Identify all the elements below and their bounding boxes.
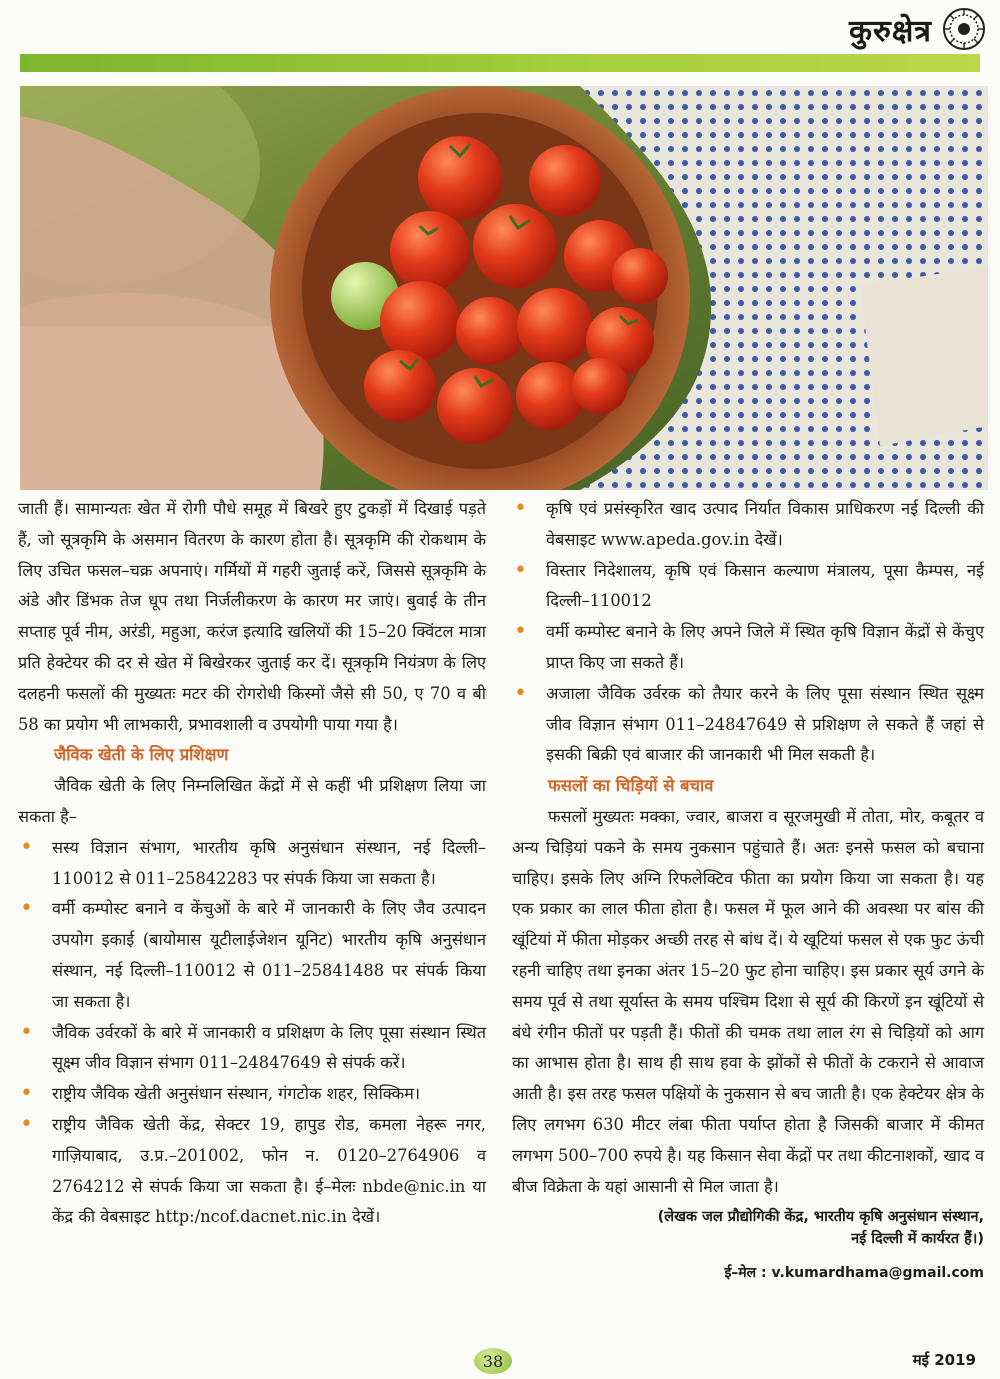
tomato-bowl-photo xyxy=(20,86,988,490)
list-item: • विस्तार निदेशालय, कृषि एवं किसान कल्याण मंत्रालय, पूसा कैम्पस, नई दिल्ली–110012 xyxy=(512,556,984,618)
list-item: • राष्ट्रीय जैविक खेती अनुसंधान संस्थान, गंगटोक शहर, सिक्किम। xyxy=(18,1079,486,1110)
right-paragraph-1: फसलों मुख्यतः मक्का, ज्वार, बाजरा व सूरजमुखी में तोता, मोर, कबूतर व अन्य चिड़ियां पकने के समय नुकसान पहुंचाते हैं। अतः इनसे फसल को बचाना चाहिए। इसके लिए अग्नि रिफलेक्टिव फीता का प्रयोग किया जा सकता है। यह एक प्रकार का लाल फीता होता है। फसल में फूल आने की अवस्था पर बांस की खूंटियां में फीता मोड़कर अच्छी तरह से बांध दें। ये खूटियां फसल से एक फुट ऊंची रहनी चाहिए तथा इनका अंतर 15–20 फुट होना चाहिए। इस प्रकार सूर्य उगने के समय पूर्व से तथा सूर्यास्त के समय पश्चिम दिशा से सूर्य की किरणें इन खूंटियों से बंधे रंगीन फीतों पर पड़ती हैं। फीतों की चमक तथा लाल रंग से चिड़ियों को आग का आभास होता है। साथ ही साथ हवा के झोंकों से फीतों के टकराने से आवाज आती है। इस तरह फसल पक्षियों के नुकसान से बच जाती है। एक हेक्टेयर क्षेत्र के लिए लगभग 630 मीटर लंबा फीता पर्याप्त होता है जिसकी बाजार में कीमत लगभग 500–700 रुपये है। यह किसान सेवा केंद्रों पर तथा कीटनाशकों, खाद व बीज विक्रेता के यहां आसानी से मिल जाता है। xyxy=(512,806,984,1196)
masthead xyxy=(849,6,986,52)
author-email: ई–मेल : v.kumardhama@gmail.com xyxy=(724,1265,984,1282)
list-item: • सस्य विज्ञान संभाग, भारतीय कृषि अनुसंधान संस्थान, नई दिल्ली–110012 से 011–25842283 पर संपर्क किया जा सकता है। xyxy=(18,833,486,895)
header-accent-bar xyxy=(20,54,980,72)
list-item: • वर्मी कम्पोस्ट बनाने व केंचुओं के बारे में जानकारी के लिए जैव उत्पादन उपयोग इकाई (बायोमास यूटीलाईजेशन यूनिट) भारतीय कृषि अनुसंधान संस्थान, नई दिल्ली–110012 से 011–25841488 पर संपर्क किया जा सकता है। xyxy=(18,894,486,1017)
left-intro-paragraph: जैविक खेती के लिए निम्नलिखित केंद्रों में से कहीं भी प्रशिक्षण लिया जा सकता है– xyxy=(18,776,486,826)
left-column xyxy=(18,494,486,1233)
list-item: • अजाला जैविक उर्वरक को तैयार करने के लिए पूसा संस्थान स्थित सूक्ष्म जीव विज्ञान संभाग 011–24847649 से प्रशिक्षण ले सकते हैं जहां से इसकी बिक्री एवं बाजार की जानकारी भी मिल सकती है। xyxy=(512,679,984,771)
list-item: • कृषि एवं प्रसंस्कृरित खाद उत्पाद निर्यात विकास प्राधिकरण नई दिल्ली की वेबसाइट www.apeda.gov.in देखें। xyxy=(512,494,984,556)
list-item: • राष्ट्रीय जैविक खेती केंद्र, सेक्टर 19, हापुड रोड, कमला नेहरू नगर, गाज़ियाबाद, उ.प्र.–201002, फोन न. 0120–2764906 व 2764212 से संपर्क किया जा सकता है। ई–मेलः nbde@nic.in या केंद्र की वेबसाइट http:/ncof.dacnet.nic.in देखें। xyxy=(18,1110,486,1233)
right-section-heading: फसलों का चिड़ियों से बचाव xyxy=(548,776,714,796)
left-paragraph-1: जाती हैं। सामान्यतः खेत में रोगी पौधे समूह में बिखरे हुए टुकड़ों में दिखाई पड़ते हैं, जो सूत्रकृमि के असमान वितरण के कारण होता है। सूत्रकृमि की रोकथाम के लिए उचित फसल–चक्र अपनाएं। गर्मियों में गहरी जुताई करें, जिससे सूत्रकृमि के अंडे और डिंभक तेज धूप तथा निर्जलीकरण के कारण मर जाएं। बुवाई के तीन सप्ताह पूर्व नीम, अरंडी, महुआ, करंज इत्यादि खलियों की 15–20 क्विंटल मात्रा प्रति हेक्टेयर की दर से खेत में बिखेरकर जुताई कर दें। सूत्रकृमि नियंत्रण के लिए दलहनी फसलों की मुख्यतः मटर की रोगरोधी किस्मों जैसे सी 50, ए 70 व बी 58 का प्रयोग भी लाभकारी, प्रभावशाली व उपयोगी पाया गया है। xyxy=(18,499,486,734)
author-credit-line-2: नई दिल्ली में कार्यरत हैं।) xyxy=(851,1231,984,1248)
photo-illustration xyxy=(20,86,988,490)
author-credit-line-1: (लेखक जल प्रौद्योगिकी केंद्र, भारतीय कृषि अनुसंधान संस्थान, xyxy=(657,1209,984,1226)
right-bullet-list xyxy=(512,494,984,771)
left-section-heading: जैविक खेती के लिए प्रशिक्षण xyxy=(54,745,229,765)
list-item: • वर्मी कम्पोस्ट बनाने के लिए अपने जिले में स्थित कृषि विज्ञान केंद्रों से केंचुए प्राप्त किए जा सकते हैं। xyxy=(512,617,984,679)
masthead-title: कुरुक्षेत्र xyxy=(848,13,932,49)
emblem-icon xyxy=(942,7,986,51)
list-item: • जैविक उर्वरकों के बारे में जानकारी व प्रशिक्षण के लिए पूसा संस्थान स्थित सूक्ष्म जीव विज्ञान संभाग 011–24847649 से संपर्क करें। xyxy=(18,1018,486,1080)
right-column xyxy=(512,494,984,1289)
left-bullet-list xyxy=(18,833,486,1233)
page-number: 38 xyxy=(474,1348,512,1374)
issue-date: मई 2019 xyxy=(912,1351,976,1369)
author-credit xyxy=(512,1206,984,1250)
